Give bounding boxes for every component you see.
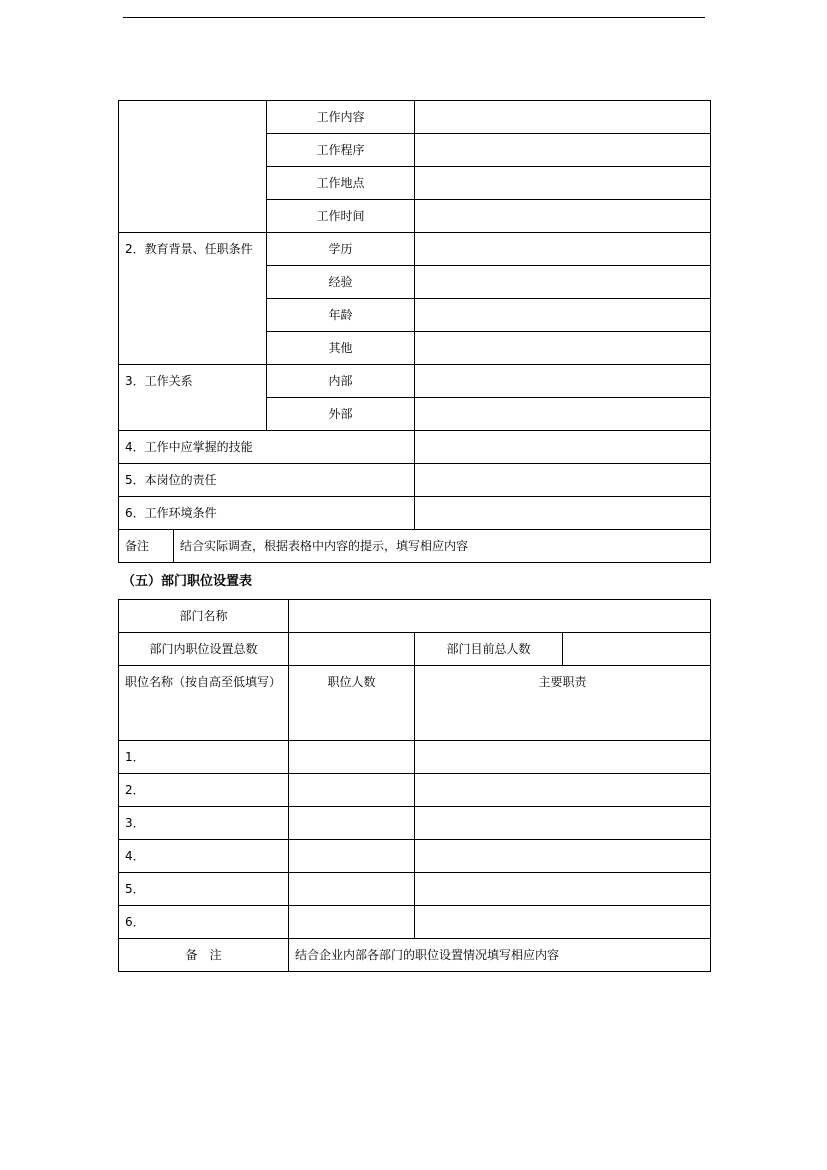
work-section-cell [119, 101, 267, 233]
position-row-label: 6． [119, 906, 289, 939]
job-note-row [119, 530, 711, 563]
input-skills[interactable] [415, 431, 711, 464]
input-position-duties[interactable] [415, 741, 711, 774]
position-row-label: 3． [119, 807, 289, 840]
input-position-duties[interactable] [415, 840, 711, 873]
input-position-duties[interactable] [415, 807, 711, 840]
label-work-content: 工作内容 [267, 101, 415, 134]
input-education[interactable] [415, 233, 711, 266]
input-work-content[interactable] [415, 101, 711, 134]
positions-total-label: 部门内职位设置总数 [119, 633, 289, 666]
label-education: 学历 [267, 233, 415, 266]
position-row-label: 5． [119, 873, 289, 906]
input-position-count[interactable] [289, 873, 415, 906]
col-header-position: 职位名称（按自高至低填写） [119, 666, 289, 741]
input-dept-name[interactable] [289, 600, 711, 633]
job-note-label: 备注 [119, 530, 174, 562]
input-internal[interactable] [415, 365, 711, 398]
headcount-total-label: 部门目前总人数 [415, 633, 563, 666]
input-position-duties[interactable] [415, 906, 711, 939]
input-position-count[interactable] [289, 741, 415, 774]
input-position-count[interactable] [289, 906, 415, 939]
page-header-rule [123, 17, 705, 18]
label-age: 年龄 [267, 299, 415, 332]
job-analysis-table [118, 100, 711, 563]
dept-note-text: 结合企业内部各部门的职位设置情况填写相应内容 [289, 939, 711, 972]
label-internal: 内部 [267, 365, 415, 398]
position-row-label: 4． [119, 840, 289, 873]
input-experience[interactable] [415, 266, 711, 299]
label-work-procedure: 工作程序 [267, 134, 415, 167]
input-work-procedure[interactable] [415, 134, 711, 167]
relations-section-label: 3．工作关系 [119, 365, 267, 431]
education-section-label: 2．教育背景、任职条件 [119, 233, 267, 365]
input-work-hours[interactable] [415, 200, 711, 233]
dept-position-table [118, 599, 711, 972]
col-header-duties: 主要职责 [415, 666, 711, 741]
job-note-text: 结合实际调查，根据表格中内容的提示，填写相应内容 [180, 539, 469, 553]
input-headcount-total[interactable] [563, 633, 711, 666]
skills-label: 4．工作中应掌握的技能 [119, 431, 415, 464]
position-row-label: 2． [119, 774, 289, 807]
col-header-count: 职位人数 [289, 666, 415, 741]
environment-label: 6．工作环境条件 [119, 497, 415, 530]
dept-note-label: 备 注 [119, 939, 289, 972]
input-external[interactable] [415, 398, 711, 431]
dept-name-label: 部门名称 [119, 600, 289, 633]
input-environment[interactable] [415, 497, 711, 530]
input-positions-total[interactable] [289, 633, 415, 666]
input-position-duties[interactable] [415, 774, 711, 807]
input-position-count[interactable] [289, 774, 415, 807]
label-experience: 经验 [267, 266, 415, 299]
section-title: （五）部门职位设置表 [122, 574, 253, 589]
input-responsibility[interactable] [415, 464, 711, 497]
input-position-count[interactable] [289, 807, 415, 840]
input-other[interactable] [415, 332, 711, 365]
input-position-count[interactable] [289, 840, 415, 873]
input-work-location[interactable] [415, 167, 711, 200]
position-row-label: 1． [119, 741, 289, 774]
label-other: 其他 [267, 332, 415, 365]
input-age[interactable] [415, 299, 711, 332]
label-work-hours: 工作时间 [267, 200, 415, 233]
input-position-duties[interactable] [415, 873, 711, 906]
label-work-location: 工作地点 [267, 167, 415, 200]
label-external: 外部 [267, 398, 415, 431]
responsibility-label: 5．本岗位的责任 [119, 464, 415, 497]
